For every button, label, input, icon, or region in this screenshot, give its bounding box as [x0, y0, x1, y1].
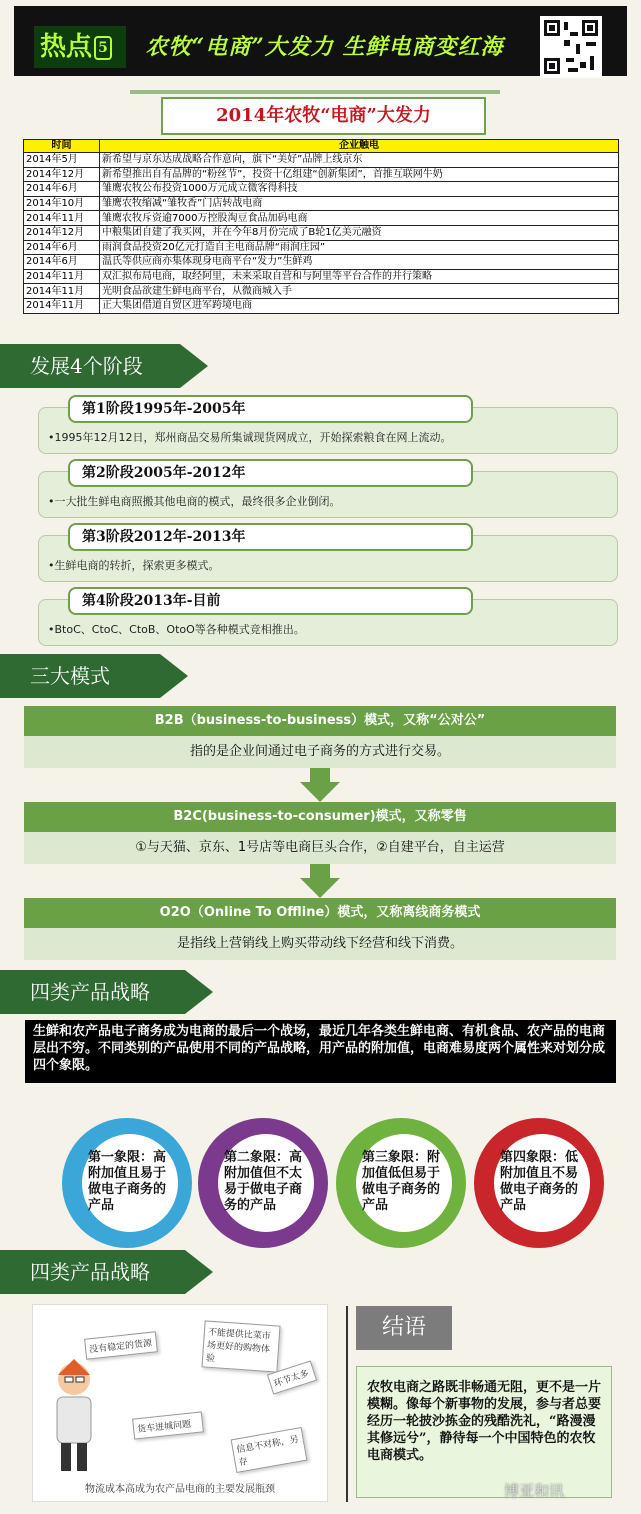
mode-body-b2c: ①与天猫、京东、1号店等电商巨头合作，②自建平台，自主运营: [24, 832, 616, 864]
header-title: 农牧“电商”大发力 生鲜电商变红海: [145, 34, 504, 60]
stage-text: •一大批生鲜电商照搬其他电商的模式，最终很多企业倒闭。: [48, 495, 341, 508]
table-cell: 雏鹰农牧斥资逾7000万控股淘豆食品加码电商: [100, 211, 619, 226]
table-cell: 2014年12月: [24, 167, 100, 182]
table-cell: 雨润食品投资20亿元打造自主电商品牌“雨润庄园”: [100, 240, 619, 255]
section-header-modes: [0, 654, 160, 698]
illustration-card: 信息不对称，另存: [231, 1427, 308, 1473]
quadrant-text: 第一象限：高附加值且易于做电子商务的产品: [82, 1134, 178, 1232]
watermark: 博亚和讯: [504, 1482, 565, 1500]
table-cell: 2014年11月: [24, 298, 100, 313]
table-cell: 新希望推出自有品牌的“粉丝节”，投资十亿组建“创新集团”，首推互联网牛奶: [100, 167, 619, 182]
table-cell: 2014年12月: [24, 225, 100, 240]
quadrant-3: [336, 1118, 466, 1248]
person-illustration: [39, 1355, 109, 1475]
stage-text: •1995年12月12日，郑州商品交易所集诚现货网成立，开始探索粮食在网上流动。: [48, 431, 452, 444]
table-row: [24, 153, 619, 168]
qr-code-icon[interactable]: [540, 16, 602, 78]
illustration-card: 环节太多: [267, 1360, 317, 1394]
table-row: [24, 225, 619, 240]
section-title: 发展4个阶段: [30, 354, 143, 378]
section-title: 四类产品战略: [30, 1260, 150, 1284]
table-cell: 2014年6月: [24, 240, 100, 255]
table-header-row: [24, 140, 619, 153]
table-cell: 2014年5月: [24, 153, 100, 168]
table-cell: 雏鹰农牧公布投资1000万元成立微客得科技: [100, 182, 619, 197]
down-arrow-icon: [300, 864, 340, 898]
quadrant-text: 第二象限：高附加值但不太易于做电子商务的产品: [218, 1134, 314, 1232]
table-header: 企业触电: [100, 140, 619, 153]
table-cell: 雏鹰农牧缩减“雏牧香”门店转战电商: [100, 196, 619, 211]
mode-header-b2b: B2B（business-to-business）模式，又称“公对公”: [24, 706, 616, 736]
quadrant-2: [198, 1118, 328, 1248]
mode-header-o2o: O2O（Online To Offline）模式，又称离线商务模式: [24, 898, 616, 928]
title-tab: [130, 90, 500, 94]
table-row: [24, 167, 619, 182]
table-row: [24, 255, 619, 270]
section-title: 三大模式: [30, 664, 110, 688]
events-table: [23, 139, 619, 314]
hot-number: 5: [94, 36, 112, 60]
table-cell: 2014年6月: [24, 182, 100, 197]
table-cell: 中粮集团自建了我买网，并在今年8月份完成了B轮1亿美元融资: [100, 225, 619, 240]
quadrant-4: [474, 1118, 604, 1248]
table-cell: 双汇拟布局电商，取经阿里，未来采取自营和与阿里等平台合作的并行策略: [100, 269, 619, 284]
table-row: [24, 284, 619, 299]
section-header-products-2: [0, 1250, 185, 1294]
quadrant-1: [62, 1118, 192, 1248]
table-cell: 新希望与京东达成战略合作意向，旗下“美好”品牌上线京东: [100, 153, 619, 168]
table-cell: 2014年11月: [24, 284, 100, 299]
table-row: [24, 298, 619, 313]
conclusion-text: 农牧电商之路既非畅通无阻，更不是一片模糊。像每个新事物的发展，参与者总要经历一轮披沙拣金的残酷洗礼，“路漫漫其修远兮”，静待每一个中国特色的农牧电商模式。: [356, 1366, 612, 1498]
table-cell: 2014年6月: [24, 255, 100, 270]
stage-text: •生鲜电商的转折，探索更多模式。: [48, 559, 220, 572]
stage-label: 第2阶段2005年-2012年: [68, 459, 473, 487]
hot-text: 热点: [40, 32, 93, 62]
section-header-stages: [0, 344, 180, 388]
table-header: 时间: [24, 140, 100, 153]
table-row: [24, 269, 619, 284]
table-row: [24, 211, 619, 226]
table-cell: 2014年11月: [24, 211, 100, 226]
stage-label: 第3阶段2012年-2013年: [68, 523, 473, 551]
hot-label: [34, 26, 126, 68]
quadrant-text: 第三象限：附加值低但易于做电子商务的产品: [356, 1134, 452, 1232]
table-cell: 温氏等供应商亦集体现身电商平台“发力”生鲜鸡: [100, 255, 619, 270]
illustration-card: 不能提供比菜市场更好的购物体验: [201, 1320, 280, 1372]
section-header-products: [0, 970, 185, 1014]
table-cell: 正大集团借道自贸区进军跨境电商: [100, 298, 619, 313]
illustration-caption: 物流成本高成为农产品电商的主要发展瓶颈: [85, 1484, 275, 1495]
intro-text: 生鲜和农产品电子商务成为电商的最后一个战场，最近几年各类生鲜电商、有机食品、农产品的电商层出不穷。不同类别的产品使用不同的产品战略，用产品的附加值，电商难易度两个属性来对划分成四个象限。: [25, 1020, 616, 1083]
stage-text: •BtoC、CtoC、CtoB、OtoO等各种模式竞相推出。: [48, 623, 305, 636]
table-row: [24, 196, 619, 211]
illustration-card: 没有稳定的货源: [84, 1331, 158, 1359]
quadrant-text: 第四象限：低附加值且不易做电子商务的产品: [494, 1134, 590, 1232]
table-row: [24, 240, 619, 255]
down-arrow-icon: [300, 768, 340, 802]
table-row: [24, 182, 619, 197]
mode-header-b2c: B2C(business-to-consumer)模式，又称零售: [24, 802, 616, 832]
divider: [346, 1306, 348, 1502]
mode-body-o2o: 是指线上营销线上购买带动线下经营和线下消费。: [24, 928, 616, 960]
logistics-illustration: [32, 1304, 328, 1502]
section-title: 四类产品战略: [30, 980, 150, 1004]
mode-body-b2b: 指的是企业间通过电子商务的方式进行交易。: [24, 736, 616, 768]
stage-label: 第4阶段2013年-目前: [68, 587, 473, 615]
page-title: 2014年农牧“电商”大发力: [161, 97, 486, 135]
table-cell: 光明食品欲建生鲜电商平台，从微商城入手: [100, 284, 619, 299]
table-cell: 2014年11月: [24, 269, 100, 284]
conclusion-title: 结语: [356, 1306, 452, 1350]
table-cell: 2014年10月: [24, 196, 100, 211]
illustration-card: 货车进城问题: [132, 1411, 204, 1439]
stage-label: 第1阶段1995年-2005年: [68, 395, 473, 423]
